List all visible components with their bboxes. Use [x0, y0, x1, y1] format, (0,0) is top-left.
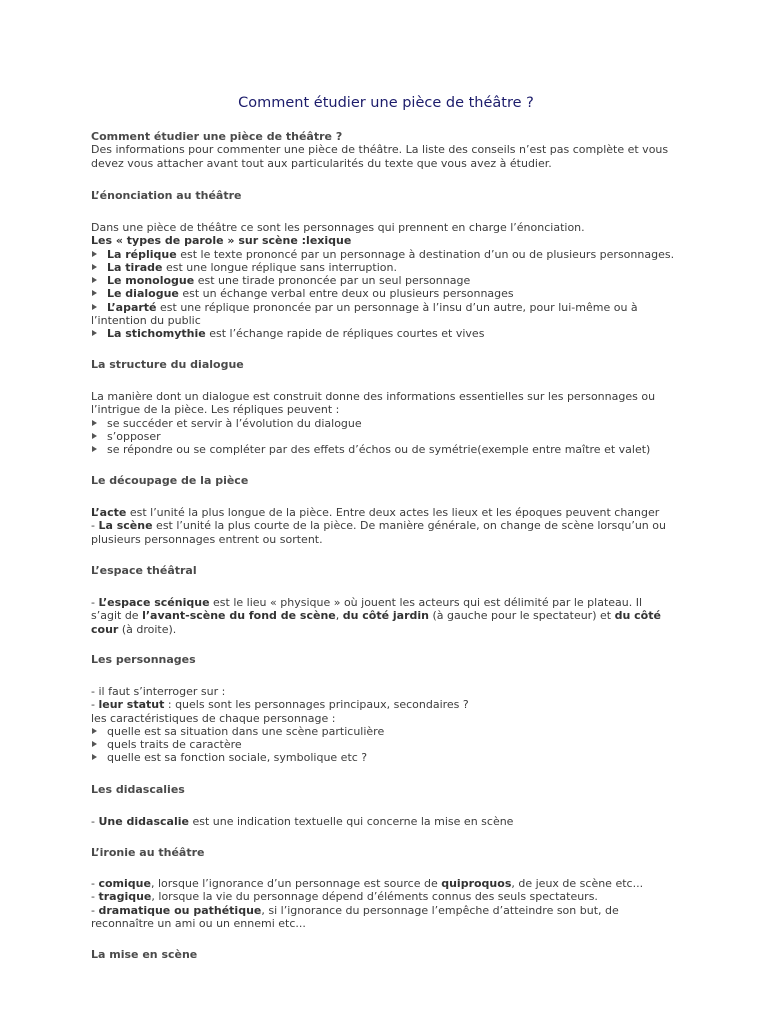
- enonciation-heading: L’énonciation au théâtre: [91, 189, 242, 202]
- enonciation-section: [91, 189, 681, 202]
- personnages-line-3: les caractéristiques de chaque personnage :: [91, 711, 336, 725]
- ironie-line-1: [91, 877, 681, 890]
- term-scene: La scène: [98, 519, 153, 533]
- decoupage-section: [91, 474, 681, 487]
- dash: -: [91, 815, 99, 828]
- term-replique: La réplique: [107, 247, 177, 261]
- term-monologue: Le monologue: [107, 274, 195, 288]
- text: (à gauche pour le spectateur) et: [429, 609, 615, 623]
- didascalies-heading: Les didascalies: [91, 783, 185, 796]
- ironie-heading: L’ironie au théâtre: [91, 846, 205, 859]
- definition: est une tirade prononcée par un seul personnage: [194, 274, 471, 288]
- list-item: [91, 327, 681, 340]
- scene-line: [91, 519, 681, 532]
- intro-text-line-2: devez vous attacher avant tout aux particularités du texte que vous avez à étudier.: [91, 156, 552, 170]
- ironie-line-3: [91, 904, 681, 917]
- term-quiproquos: quiproquos: [441, 877, 512, 890]
- espace-line-3: [91, 623, 681, 636]
- term-espace-scenique: L’espace scénique: [98, 596, 210, 609]
- dash: -: [91, 596, 99, 609]
- definition: est une longue réplique sans interruption.: [162, 260, 397, 274]
- list-item: [91, 301, 681, 314]
- text: , lorsque la vie du personnage dépend d’éléments connus des seuls spectateurs.: [151, 890, 598, 904]
- acte-line: [91, 506, 681, 519]
- parole-list: [91, 248, 681, 314]
- term-tirade: La tirade: [107, 260, 163, 274]
- enonciation-text: Dans une pièce de théâtre ce sont les personnages qui prennent en charge l’énonciation.: [91, 221, 585, 234]
- list-item: se succéder et servir à l’évolution du dialogue: [91, 417, 681, 430]
- dash: -: [91, 877, 99, 890]
- decoupage-heading: Le découpage de la pièce: [91, 474, 249, 487]
- term-cote-jardin: du côté jardin: [342, 609, 430, 623]
- definition: est l’unité la plus longue de la pièce. Entre deux actes les lieux et les époques peuvent changer: [126, 506, 660, 519]
- caracteristiques-list: [91, 725, 681, 765]
- definition: est l’échange rapide de répliques courtes et vives: [205, 327, 485, 341]
- term-dialogue: Le dialogue: [107, 287, 179, 301]
- definition: est le texte prononcé par un personnage à destination d’un ou de plusieurs personnages.: [176, 247, 675, 261]
- scene-continuation: plusieurs personnages entrent ou sortent.: [91, 532, 323, 546]
- list-item: [91, 261, 681, 274]
- term-didascalie: Une didascalie: [98, 815, 189, 828]
- definition: est une réplique prononcée par un personnage à l’insu d’un autre, pour lui-même ou à: [156, 300, 638, 314]
- espace-heading: L’espace théâtral: [91, 564, 197, 577]
- text: : quels sont les personnages principaux, secondaires ?: [164, 698, 469, 712]
- term-tragique: tragique: [98, 890, 152, 904]
- enonciation-subheading: Les « types de parole » sur scène :lexique: [91, 234, 352, 248]
- structure-text-line-1: La manière dont un dialogue est construit donne des informations essentielles sur les personnages ou: [91, 390, 656, 403]
- text: est le lieu « physique » où jouent les acteurs qui est délimité par le plateau. Il: [209, 596, 643, 609]
- list-item: [91, 274, 681, 287]
- page-title: Comment étudier une pièce de théâtre ?: [238, 95, 534, 111]
- espace-line-1: [91, 596, 681, 609]
- espace-line-2: [91, 609, 681, 622]
- aparte-continuation: l’intention du public: [91, 314, 201, 328]
- text: (à droite).: [118, 622, 177, 636]
- list-item: quelle est sa fonction sociale, symbolique etc ?: [91, 751, 681, 764]
- structure-heading: La structure du dialogue: [91, 358, 244, 371]
- term-dramatique: dramatique ou pathétique: [98, 903, 262, 917]
- text: , si l’ignorance du personnage l’empêche d’atteindre son but, de: [261, 903, 619, 917]
- text: , de jeux de scène etc...: [511, 877, 644, 890]
- espace-body: [91, 596, 681, 636]
- personnages-body: [91, 685, 681, 765]
- repliques-list: [91, 417, 681, 457]
- text: est une indication textuelle qui concerne la mise en scène: [188, 815, 514, 828]
- ironie-line-4: reconnaître un ami ou un ennemi etc...: [91, 916, 306, 930]
- dash: -: [91, 698, 99, 712]
- didascalies-section: [91, 783, 681, 796]
- personnages-heading: Les personnages: [91, 653, 196, 666]
- term-statut: leur statut: [98, 698, 165, 712]
- term-cour: cour: [91, 622, 119, 636]
- personnages-section: [91, 653, 681, 666]
- term-cote: du côté: [614, 609, 661, 623]
- definition: est l’unité la plus courte de la pièce. De manière générale, on change de scène lorsqu’un ou: [152, 519, 666, 533]
- list-item: quels traits de caractère: [91, 738, 681, 751]
- term-aparte: L’aparté: [107, 300, 157, 314]
- list-item: s’opposer: [91, 430, 681, 443]
- structure-section: [91, 358, 681, 371]
- text: ,: [335, 609, 343, 623]
- didascalie-line: [91, 815, 681, 828]
- ironie-line-2: [91, 890, 681, 903]
- ironie-body: [91, 877, 681, 930]
- structure-text-line-2: l’intrigue de la pièce. Les répliques peuvent :: [91, 403, 340, 417]
- text: s’agit de: [91, 609, 143, 623]
- personnages-line-2: [91, 698, 681, 711]
- dash: -: [91, 890, 99, 904]
- mise-en-scene-heading: La mise en scène: [91, 948, 198, 961]
- enonciation-body: [91, 221, 681, 341]
- ironie-section: [91, 846, 681, 859]
- term-acte: L’acte: [91, 506, 127, 519]
- structure-body: [91, 390, 681, 456]
- dash: -: [91, 903, 99, 917]
- intro-text-line-1: Des informations pour commenter une pièce de théâtre. La liste des conseils n’est pas complète et vous: [91, 143, 669, 157]
- definition: est un échange verbal entre deux ou plusieurs personnages: [178, 287, 514, 301]
- term-avant-scene: l’avant-scène du fond de scène: [142, 609, 336, 623]
- intro-heading: Comment étudier une pièce de théâtre ?: [91, 130, 343, 143]
- decoupage-body: [91, 506, 681, 546]
- espace-section: [91, 564, 681, 577]
- list-item: [91, 248, 681, 261]
- list-item: [91, 287, 681, 300]
- parole-list-end: [91, 327, 681, 340]
- didascalies-body: [91, 815, 681, 828]
- list-item: se répondre ou se compléter par des effets d’échos ou de symétrie(exemple entre maître et valet): [91, 443, 681, 456]
- dash: -: [91, 519, 99, 533]
- personnages-line-1: - il faut s’interroger sur :: [91, 685, 226, 698]
- mise-en-scene-section: [91, 948, 681, 961]
- text: , lorsque l’ignorance d’un personnage est source de: [150, 877, 442, 890]
- term-stichomythie: La stichomythie: [107, 327, 206, 341]
- intro-section: [91, 130, 681, 170]
- list-item: quelle est sa situation dans une scène particulière: [91, 725, 681, 738]
- term-comique: comique: [98, 877, 151, 890]
